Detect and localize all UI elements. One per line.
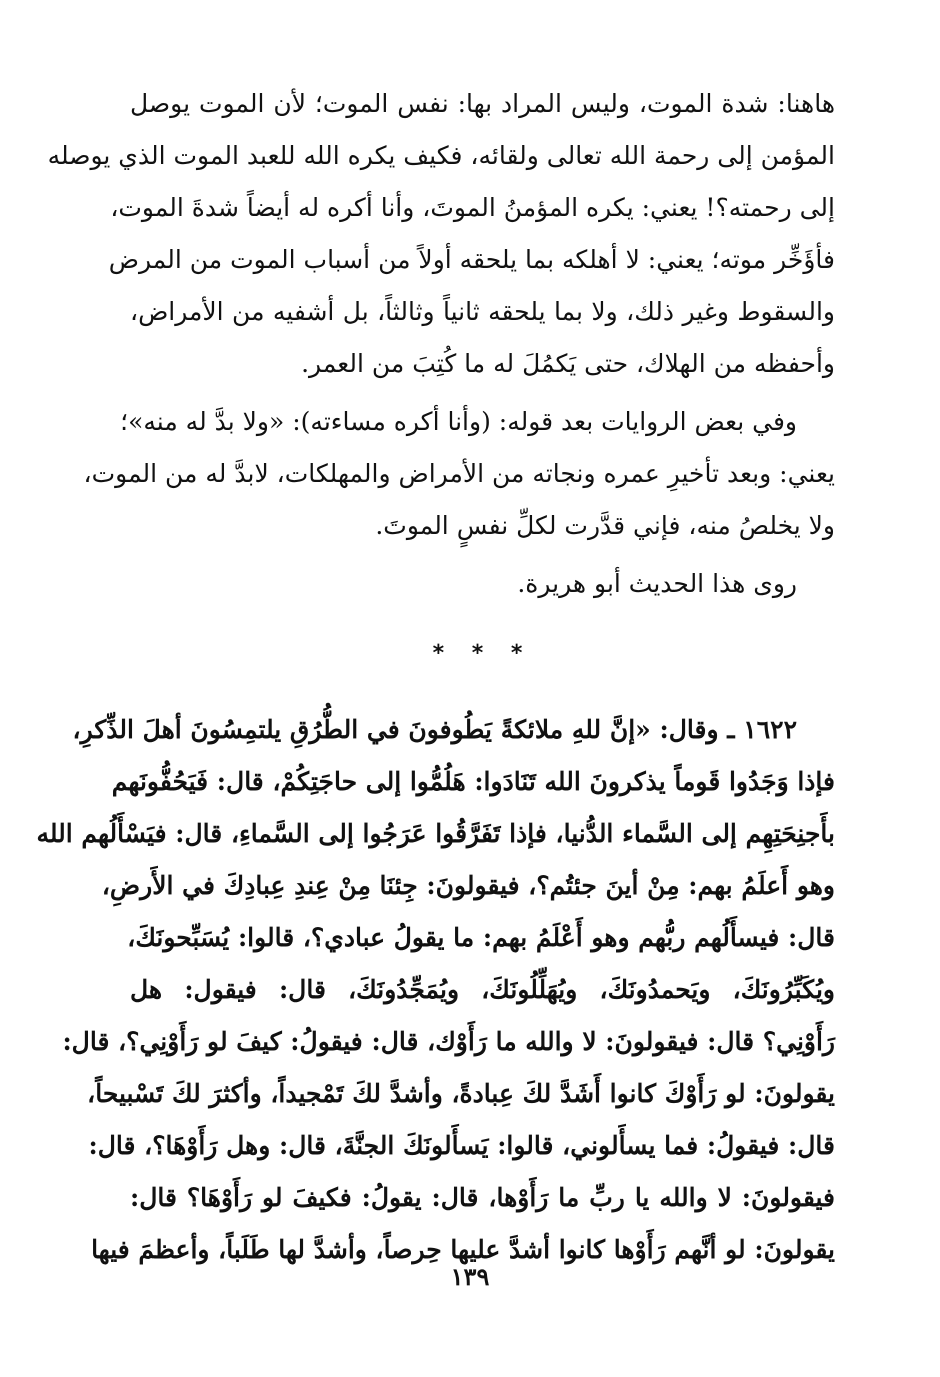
hadith-line: قال: فيقولُ: فما يسأَلوني، قالوا: يَسأَلونَكَ الجنَّةَ، قال: وهل رَأَوْهَا؟، قال: [88, 1131, 835, 1160]
page-body [36, 78, 835, 1276]
text-line: هاهنا: شدة الموت، وليس المراد بها: نفس الموت؛ لأن الموت يوصل [130, 89, 835, 118]
paragraph-narrator [130, 558, 835, 610]
hadith-line: يقولونَ: لو رَأَوْكَ كانوا أَشَدَّ لكَ عِبادةً، وأشدَّ لكَ تَمْجيداً، وأكثرَ لكَ تَسْبيحاً، [87, 1079, 835, 1108]
text-line: روى هذا الحديث أبو هريرة. [517, 569, 797, 598]
section-separator: * * * [432, 641, 533, 666]
text-line: المؤمن إلى رحمة الله تعالى ولقائه، فكيف يكره الله للعبد الموت الذي يوصله [47, 141, 835, 170]
hadith-line: قال: فيسأَلُهم ربُّهم وهو أَعْلَمُ بهم: ما يقولُ عبادي؟، قالوا: يُسَبِّحونَكَ، [127, 923, 835, 952]
hadith-line: رَأَوْنِي؟ قال: فيقولونَ: لا والله ما رَأَوْك، قال: فيقولُ: كيفَ لو رَأَوْنِي؟، قال: [62, 1027, 835, 1056]
hadith-line: بأَجنِحَتِهِم إلى السَّماء الدُّنيا، فإذا تَفَرَّقُوا عَرَجُوا إلى السَّماءِ، قال: فيَسْأَلُهم الله [36, 819, 835, 848]
text-line: إلى رحمته؟! يعني: يكره المؤمنُ الموتَ، وأنا أكره له أيضاً شدةَ الموت، [110, 193, 835, 222]
text-line: يعني: وبعد تأخيرِ عمره ونجاته من الأمراض والمهلكات، لابدَّ له من الموت، [83, 459, 835, 488]
hadith-line: يقولونَ: لو أنَّهم رَأَوْها كانوا أشدَّ عليها حِرصاً، وأشدَّ لها طَلَباً، وأعظمَ فيها [91, 1235, 835, 1264]
hadith-line: فيقولونَ: لا والله يا ربِّ ما رَأَوْها، قال: يقولُ: فكيفَ لو رَأَوْهَا؟ قال: [130, 1183, 835, 1212]
hadith-line: فإذا وَجَدُوا قَوماً يذكرونَ الله تَنَادَوا: هَلُمُّوا إلى حاجَتِكُمْ، قال: فَيَحُفُّونَهم [111, 767, 835, 796]
page-number: ١٣٩ [450, 1262, 490, 1291]
paragraph-commentary [47, 78, 835, 390]
text-line: فأؤَخِّر موته؛ يعني: لا أهلكه بما يلحقه أولاً من أسباب الموت من المرض [108, 245, 835, 274]
text-line: والسقوط وغير ذلك، ولا بما يلحقه ثانياً وثالثاً، بل أشفيه من الأمراض، [130, 297, 835, 326]
hadith-line: وهو أَعلَمُ بهم: مِنْ أينَ جئتُم؟، فيقولونَ: جِئنَا مِنْ عِندِ عِبادِكَ في الأَرضِ، [101, 871, 835, 900]
text-line: وفي بعض الروايات بعد قوله: (وأنا أكره مساءته): «ولا بدَّ له منه»؛ [120, 407, 797, 436]
text-line: ولا يخلصُ منه، فإني قدَّرت لكلِّ نفسٍ الموتَ. [375, 511, 835, 540]
paragraph-narrations [83, 396, 835, 552]
text-line: وأحفظه من الهلاك، حتى يَكمُلَ له ما كُتِبَ من العمر. [301, 349, 835, 378]
hadith-1622 [36, 704, 835, 1276]
hadith-line: ويُكَبِّرُونَكَ، ويَحمدُونَكَ، ويُهَلِّلُونَكَ، ويُمَجِّدُونَكَ، قال: فيقول: هل [130, 975, 835, 1004]
hadith-line: ١٦٢٢ ـ وقال: «إنَّ للهِ ملائكةً يَطُوفونَ في الطُّرُقِ يلتمِسُونَ أهلَ الذِّكرِ، [72, 715, 797, 744]
